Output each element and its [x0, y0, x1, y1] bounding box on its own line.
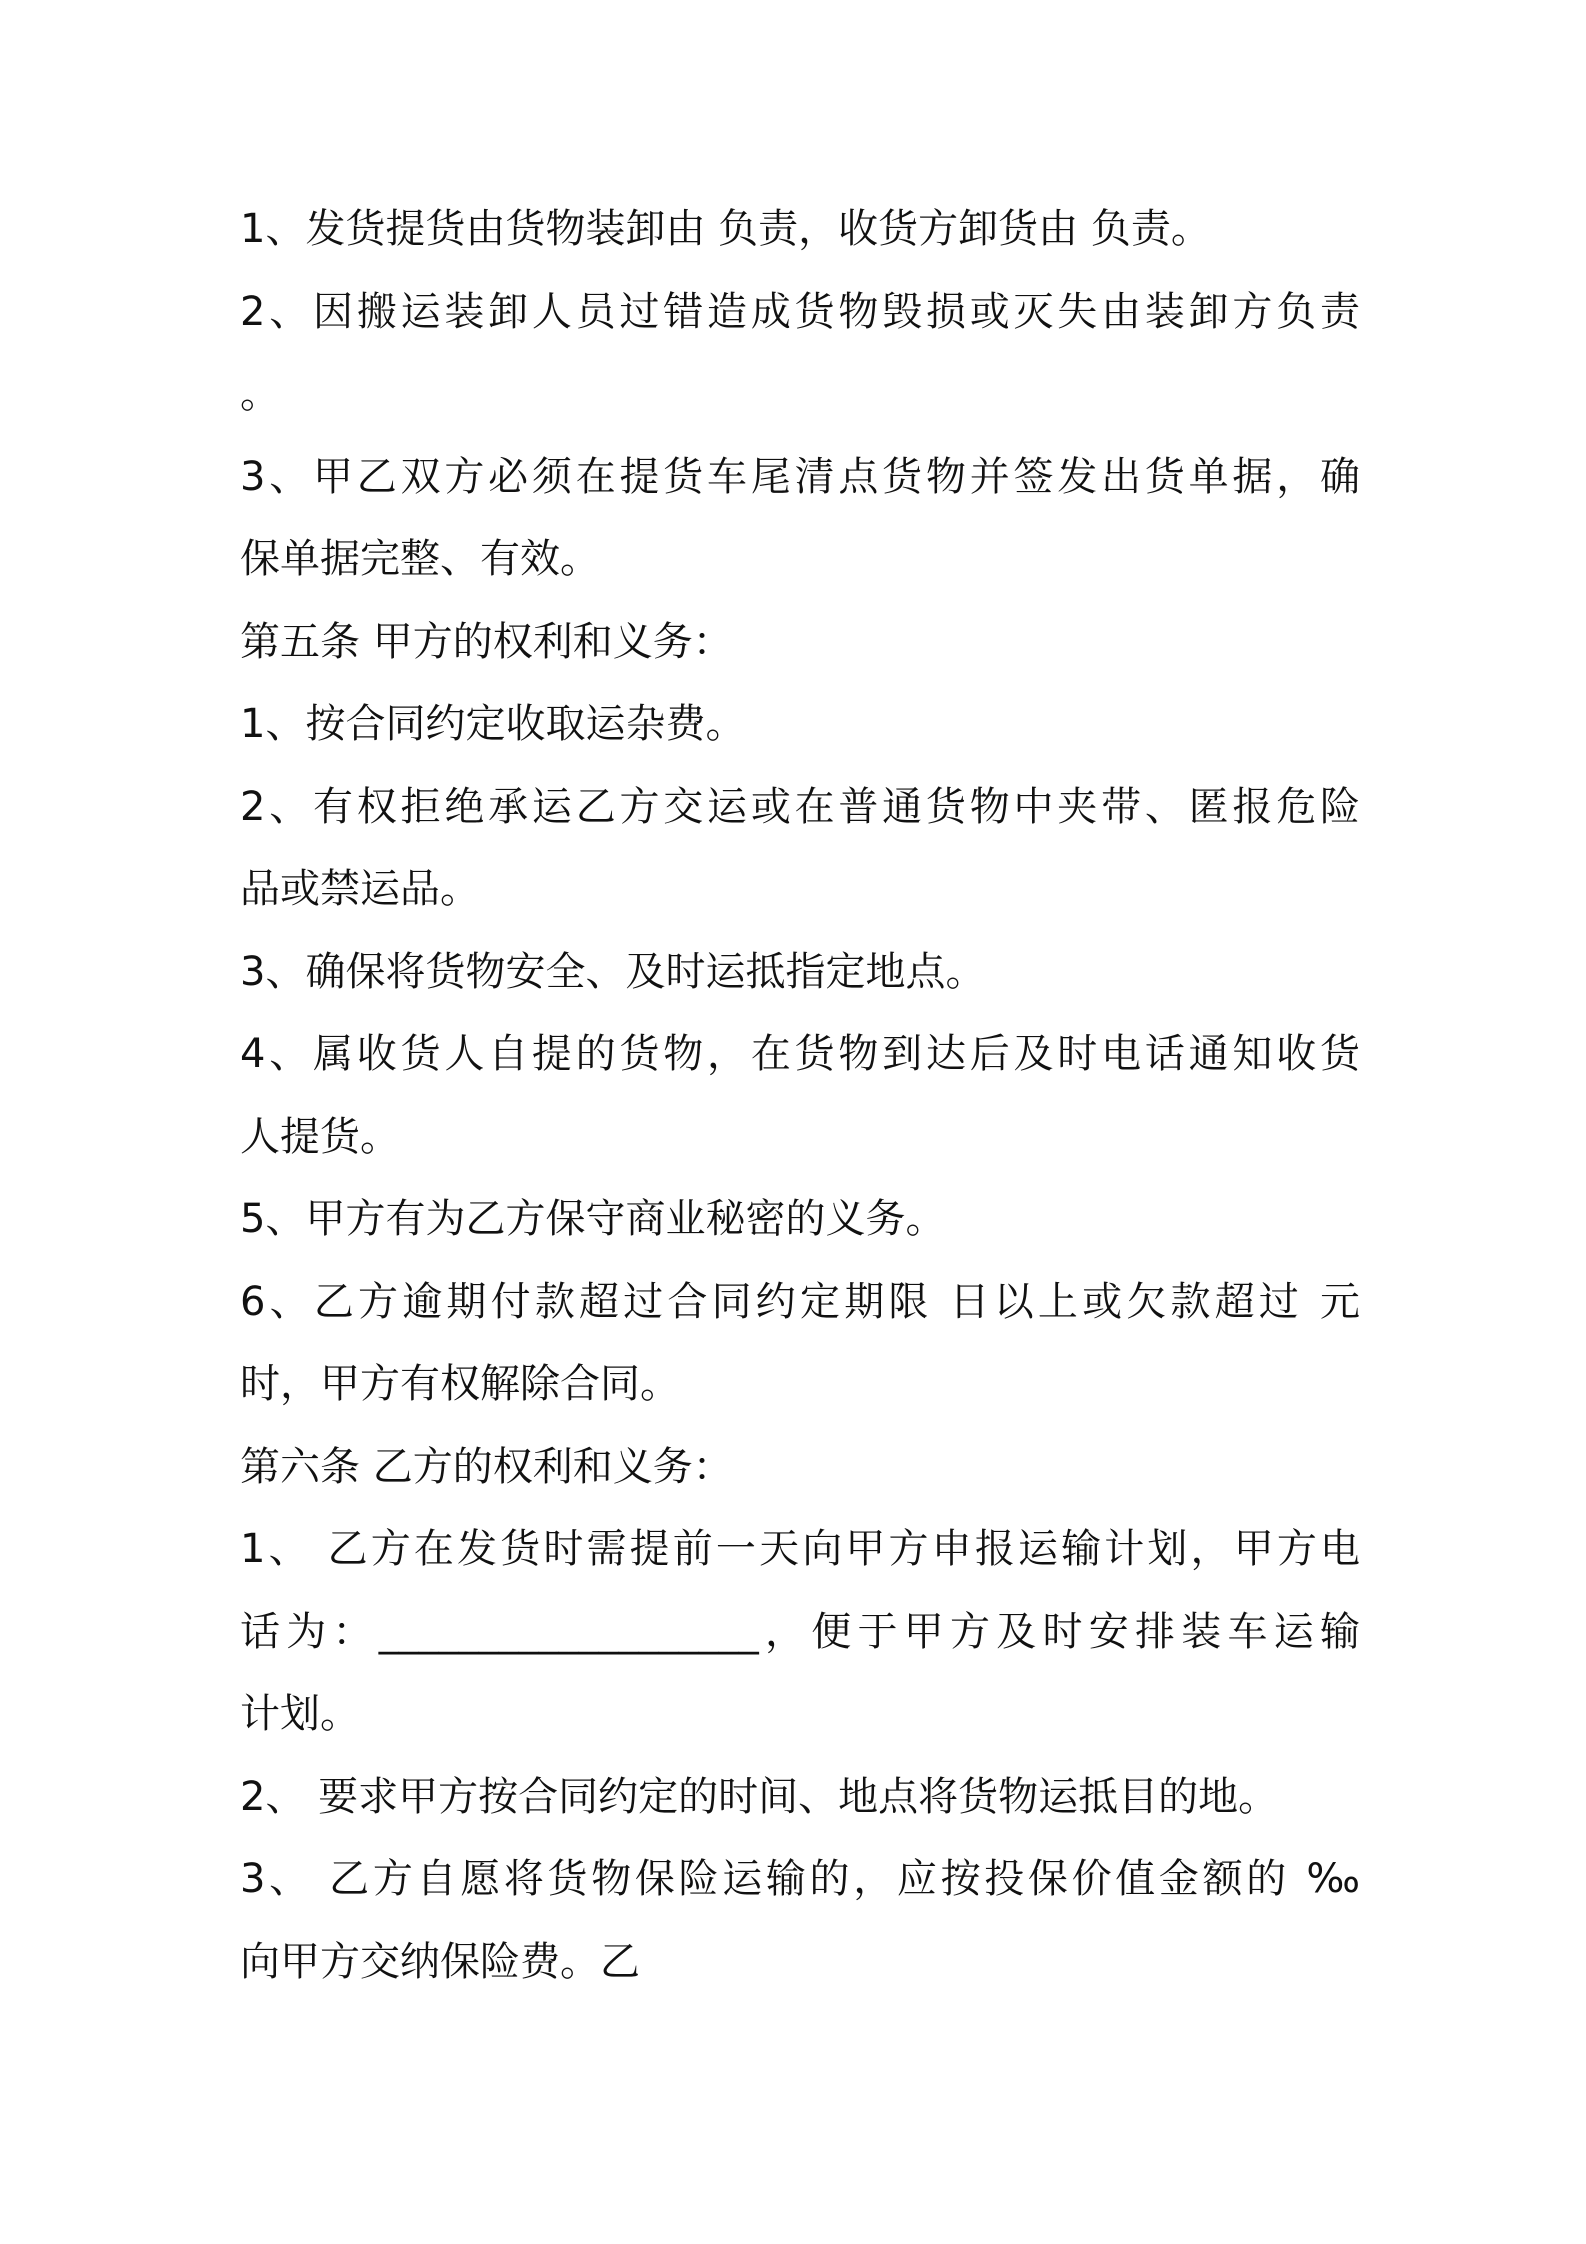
text-line: 3、甲乙双方必须在提货车尾清点货物并签发出货单据，确	[240, 453, 1360, 500]
text-line: 6、乙方逾期付款超过合同约定期限 日以上或欠款超过 元	[240, 1278, 1360, 1325]
text-line: 4、属收货人自提的货物，在货物到达后及时电话通知收货	[240, 1031, 1360, 1077]
text-line: 1、 乙方在发货时需提前一天向甲方申报运输计划，甲方电	[240, 1526, 1360, 1572]
section-heading: 第六条 乙方的权利和义务：	[240, 1443, 733, 1490]
text-line: 保单据完整、有效。	[240, 536, 600, 582]
text-line: 2、 要求甲方按合同约定的时间、地点将货物运抵目的地。	[240, 1773, 1279, 1820]
text-line: 品或禁运品。	[240, 866, 480, 912]
text-line: 3、确保将货物安全、及时运抵指定地点。	[240, 948, 986, 995]
text-line: 2、因搬运装卸人员过错造成货物毁损或灭失由装卸方负责	[240, 288, 1360, 335]
text-line: 1、按合同约定收取运杂费。	[240, 701, 746, 747]
document-body	[240, 188, 1360, 2003]
text-line: 计划。	[240, 1691, 360, 1737]
section-heading: 第五条 甲方的权利和义务：	[240, 618, 733, 665]
text-line: 话为：___________________，便于甲方及时安排装车运输	[240, 1608, 1360, 1655]
text-line: 5、甲方有为乙方保守商业秘密的义务。	[240, 1196, 946, 1242]
text-line: 3、 乙方自愿将货物保险运输的，应按投保价值金额的 ‰	[240, 1856, 1360, 1902]
text-line: 2、有权拒绝承运乙方交运或在普通货物中夹带、匿报危险	[240, 783, 1360, 830]
text-line: 时，甲方有权解除合同。	[240, 1361, 680, 1407]
text-line: 1、发货提货由货物装卸由 负责，收货方卸货由 负责。	[240, 206, 1211, 252]
text-line: 向甲方交纳保险费。乙	[240, 1938, 640, 1985]
text-line: 人提货。	[240, 1113, 400, 1160]
text-line: 。	[240, 371, 280, 417]
